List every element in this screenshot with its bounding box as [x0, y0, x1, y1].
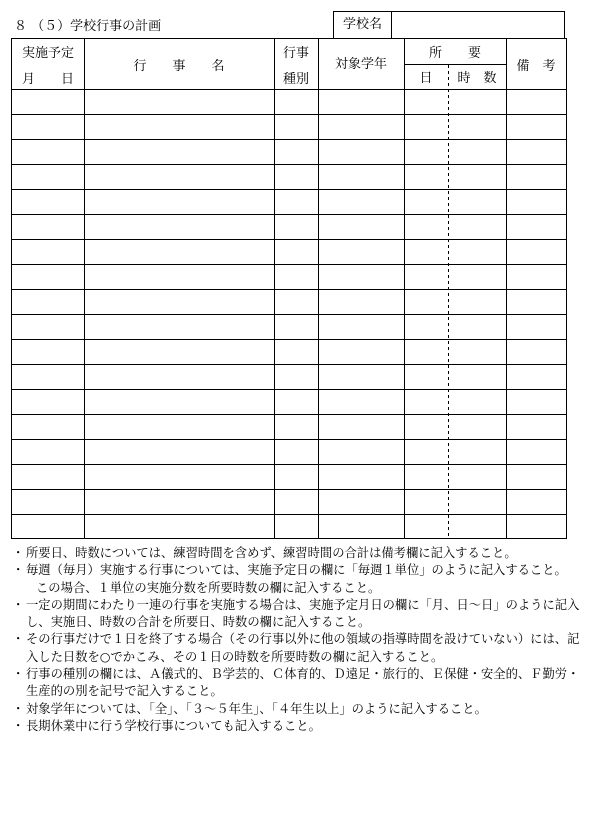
- instruction-item: [12, 545, 586, 562]
- instruction-text: 所要日、時数については、練習時間を含めず、練習時間の合計は備考欄に記入すること。: [26, 546, 517, 560]
- school-name-field[interactable]: [392, 12, 564, 38]
- instruction-item: [12, 666, 586, 701]
- event-plan-table: [11, 38, 567, 544]
- header-date-line1: 実施予定: [21, 46, 75, 61]
- bullet-mark: ・: [12, 563, 25, 578]
- bullet-mark: ・: [12, 718, 25, 733]
- instruction-item: [12, 597, 586, 632]
- instruction-text: その行事だけで１日を終了する場合（その行事以外に他の領域の指導時間を設けていない）には、記入した日数を○でかこみ、その１日の時数を所要時数の欄に記入すること。: [26, 632, 580, 664]
- instruction-text: 毎週（毎月）実施する行事については、実施予定日の欄に「毎週１単位」のように記入すること。: [26, 563, 567, 578]
- bullet-mark: ・: [12, 667, 25, 682]
- instructions-list: [12, 545, 586, 735]
- header-date-line2: 月 日: [21, 72, 75, 87]
- bullet-mark: ・: [12, 701, 25, 716]
- header-required: 所 要: [428, 46, 482, 61]
- bullet-mark: ・: [12, 632, 25, 647]
- header-days: 日: [419, 71, 433, 86]
- header-remarks: 備 考: [516, 59, 556, 74]
- school-name-box: [333, 11, 565, 38]
- school-name-label: 学校名: [334, 12, 392, 38]
- instruction-item: [12, 631, 586, 666]
- header-type-line1: 行事: [282, 46, 310, 61]
- header-event-name: 行 事 名: [133, 59, 225, 74]
- instruction-text: 対象学年については、「全」、「３～５年生」、「４年生以上」のように記入すること。: [26, 701, 487, 716]
- instruction-item: [12, 701, 586, 718]
- instruction-item: [12, 718, 586, 735]
- bullet-mark: ・: [12, 597, 25, 612]
- instruction-text: 長期休業中に行う学校行事についても記入すること。: [26, 718, 321, 733]
- page-title: ８ （５）学校行事の計画: [14, 19, 162, 34]
- instruction-text: 一定の期間にわたり一連の行事を実施する場合は、実施予定月日の欄に「月、日～日」のように記入し、実施日、時数の合計を所要日、時数の欄に記入すること。: [26, 597, 580, 630]
- instruction-subtext: この場合、１単位の実施分数を所要時数の欄に記入すること。: [36, 580, 381, 595]
- header-grade: 対象学年: [334, 57, 388, 72]
- instruction-text: 行事の種別の欄には、Ａ儀式的、Ｂ学芸的、Ｃ体育的、Ｄ遠足・旅行的、Ｅ保健・安全的、Ｆ勤労・生産的の別を記号で記入すること。: [26, 667, 580, 699]
- header-hours: 時 数: [457, 71, 497, 86]
- header-type-line2: 種別: [282, 72, 310, 87]
- bullet-mark: ・: [12, 546, 25, 560]
- instruction-item: [12, 562, 586, 597]
